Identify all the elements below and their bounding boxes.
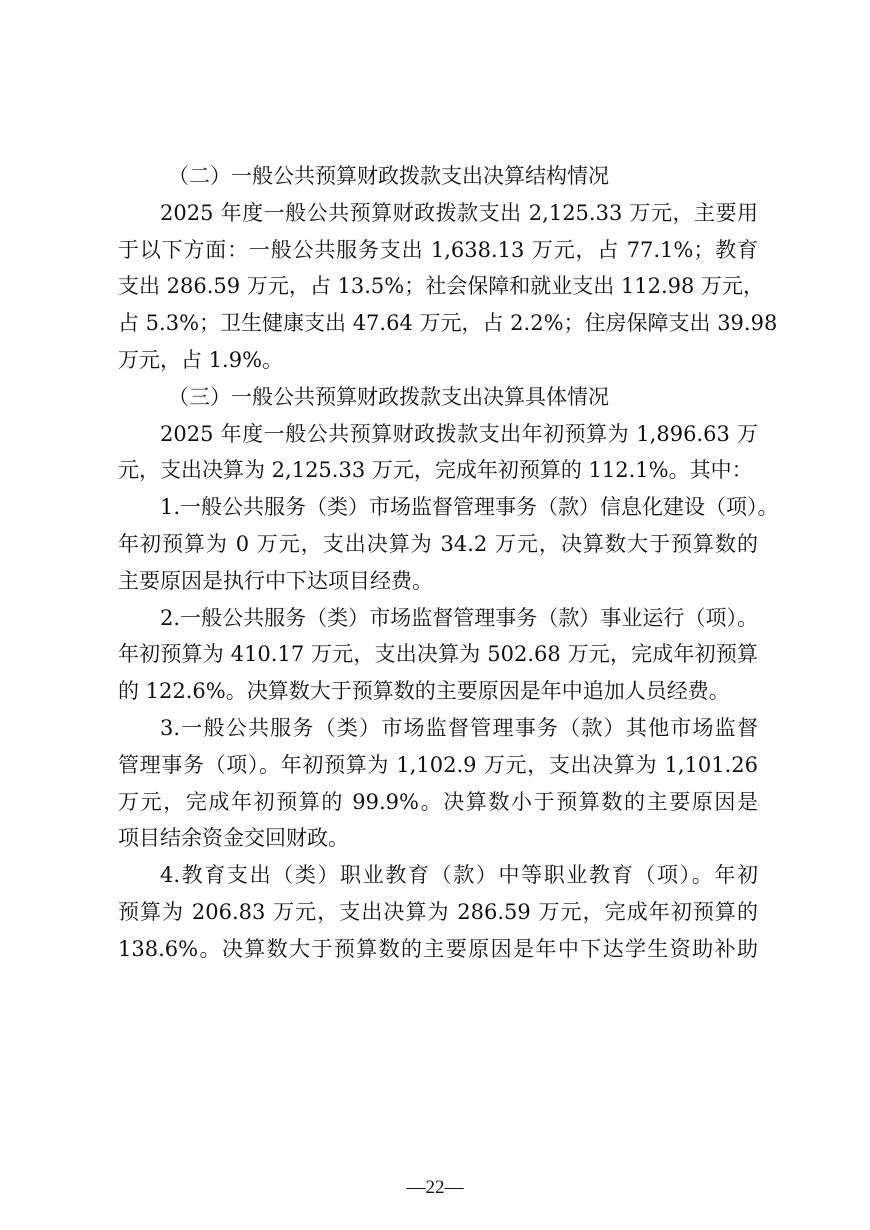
paragraph-line: 2025 年度一般公共预算财政拨款支出 2,125.33 万元，主要用 — [160, 200, 758, 225]
paragraph-line: 3.一般公共服务（类）市场监督管理事务（款）其他市场监督 — [160, 715, 758, 740]
list-item-3 — [118, 710, 758, 857]
paragraph-summary — [118, 416, 758, 490]
section-heading-2: （二）一般公共预算财政拨款支出决算结构情况 — [168, 164, 609, 188]
list-item-2 — [118, 600, 758, 710]
paragraph-line: 138.6%。决算数大于预算数的主要原因是年中下达学生资助补助 — [118, 936, 758, 961]
paragraph-line: 占 5.3%；卫生健康支出 47.64 万元，占 2.2%；住房保障支出 39.98 — [118, 311, 778, 336]
page-number: —22— — [406, 1177, 464, 1198]
paragraph-line: 主要原因是执行中下达项目经费。 — [118, 568, 433, 593]
paragraph-line: 1.一般公共服务（类）市场监督管理事务（款）信息化建设（项）。 — [160, 495, 779, 520]
list-item-1 — [118, 489, 779, 599]
paragraph-line: 2025 年度一般公共预算财政拨款支出年初预算为 1,896.63 万 — [160, 421, 758, 446]
paragraph-line: 年初预算为 0 万元，支出决算为 34.2 万元，决算数大于预算数的 — [118, 531, 758, 556]
document-body — [118, 158, 779, 968]
paragraph-line: 项目结余资金交回财政。 — [118, 826, 349, 851]
section-heading-3: （三）一般公共预算财政拨款支出决算具体情况 — [168, 384, 609, 409]
paragraph-line: 支出 286.59 万元，占 13.5%；社会保障和就业支出 112.98 万元， — [118, 274, 765, 299]
paragraph-line: 4.教育支出（类）职业教育（款）中等职业教育（项）。年初 — [160, 863, 758, 888]
paragraph-line: 预算为 206.83 万元，支出决算为 286.59 万元，完成年初预算的 — [118, 899, 758, 924]
paragraph-line: 年初预算为 410.17 万元，支出决算为 502.68 万元，完成年初预算 — [118, 642, 758, 667]
paragraph-line: 管理事务（项）。年初预算为 1,102.9 万元，支出决算为 1,101.26 — [118, 752, 758, 777]
list-item-4 — [118, 857, 758, 967]
paragraph-line: 的 122.6%。决算数大于预算数的主要原因是年中追加人员经费。 — [118, 679, 730, 704]
paragraph-line: 万元，占 1.9%。 — [118, 347, 284, 372]
paragraph-line: 元，支出决算为 2,125.33 万元，完成年初预算的 112.1%。其中： — [118, 458, 753, 483]
paragraph-structure — [118, 195, 778, 379]
paragraph-line: 2.一般公共服务（类）市场监督管理事务（款）事业运行（项）。 — [160, 605, 758, 630]
paragraph-line: 万元，完成年初预算的 99.9%。决算数小于预算数的主要原因是 — [118, 789, 758, 814]
paragraph-line: 于以下方面：一般公共服务支出 1,638.13 万元，占 77.1%；教育 — [118, 237, 758, 262]
